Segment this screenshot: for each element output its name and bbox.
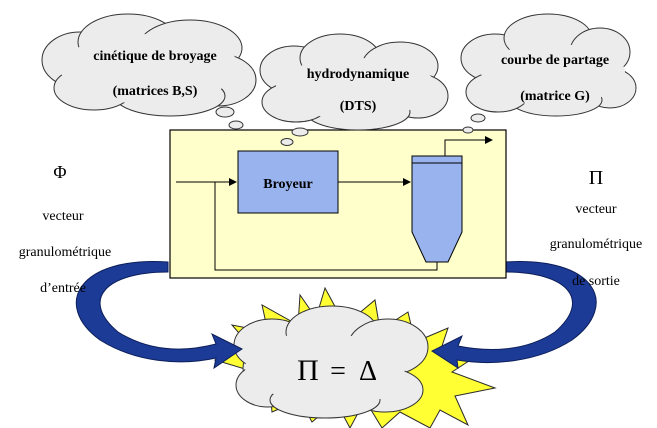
thought-bubble: [471, 114, 485, 122]
kinetics-cloud: [42, 14, 256, 116]
classifier-vessel: [412, 156, 462, 262]
hydrodynamics-line1: hydrodynamique: [306, 67, 410, 82]
kinetics-line1: cinétique de broyage: [93, 49, 217, 64]
equation-operator: =: [330, 356, 346, 387]
partition-line1: courbe de partage: [500, 53, 610, 68]
thought-bubble: [229, 121, 243, 129]
kinetics-line2: (matrices B,S): [112, 84, 198, 99]
mill-label: Broyeur: [263, 177, 313, 192]
equation-right: Δ: [358, 356, 378, 387]
input-label-line3: d’entrée: [40, 281, 86, 296]
hydrodynamics-line2: (DTS): [339, 99, 377, 114]
thought-bubble: [281, 139, 293, 146]
output-label-line3: de sortie: [572, 274, 620, 289]
partition-line2: (matrice G): [520, 89, 590, 104]
input-symbol: Φ: [53, 162, 67, 182]
output-label-line1: vecteur: [575, 202, 617, 217]
input-label-line2: granulométrique: [18, 245, 112, 260]
equation-left: Π: [297, 354, 319, 387]
thought-bubble: [463, 127, 473, 133]
hydrodynamics-cloud: [260, 34, 448, 130]
thought-bubble: [292, 128, 308, 136]
thought-bubble: [216, 107, 234, 117]
input-label-line1: vecteur: [42, 209, 84, 224]
output-label-line2: granulométrique: [549, 237, 643, 252]
output-symbol: Π: [588, 167, 604, 189]
